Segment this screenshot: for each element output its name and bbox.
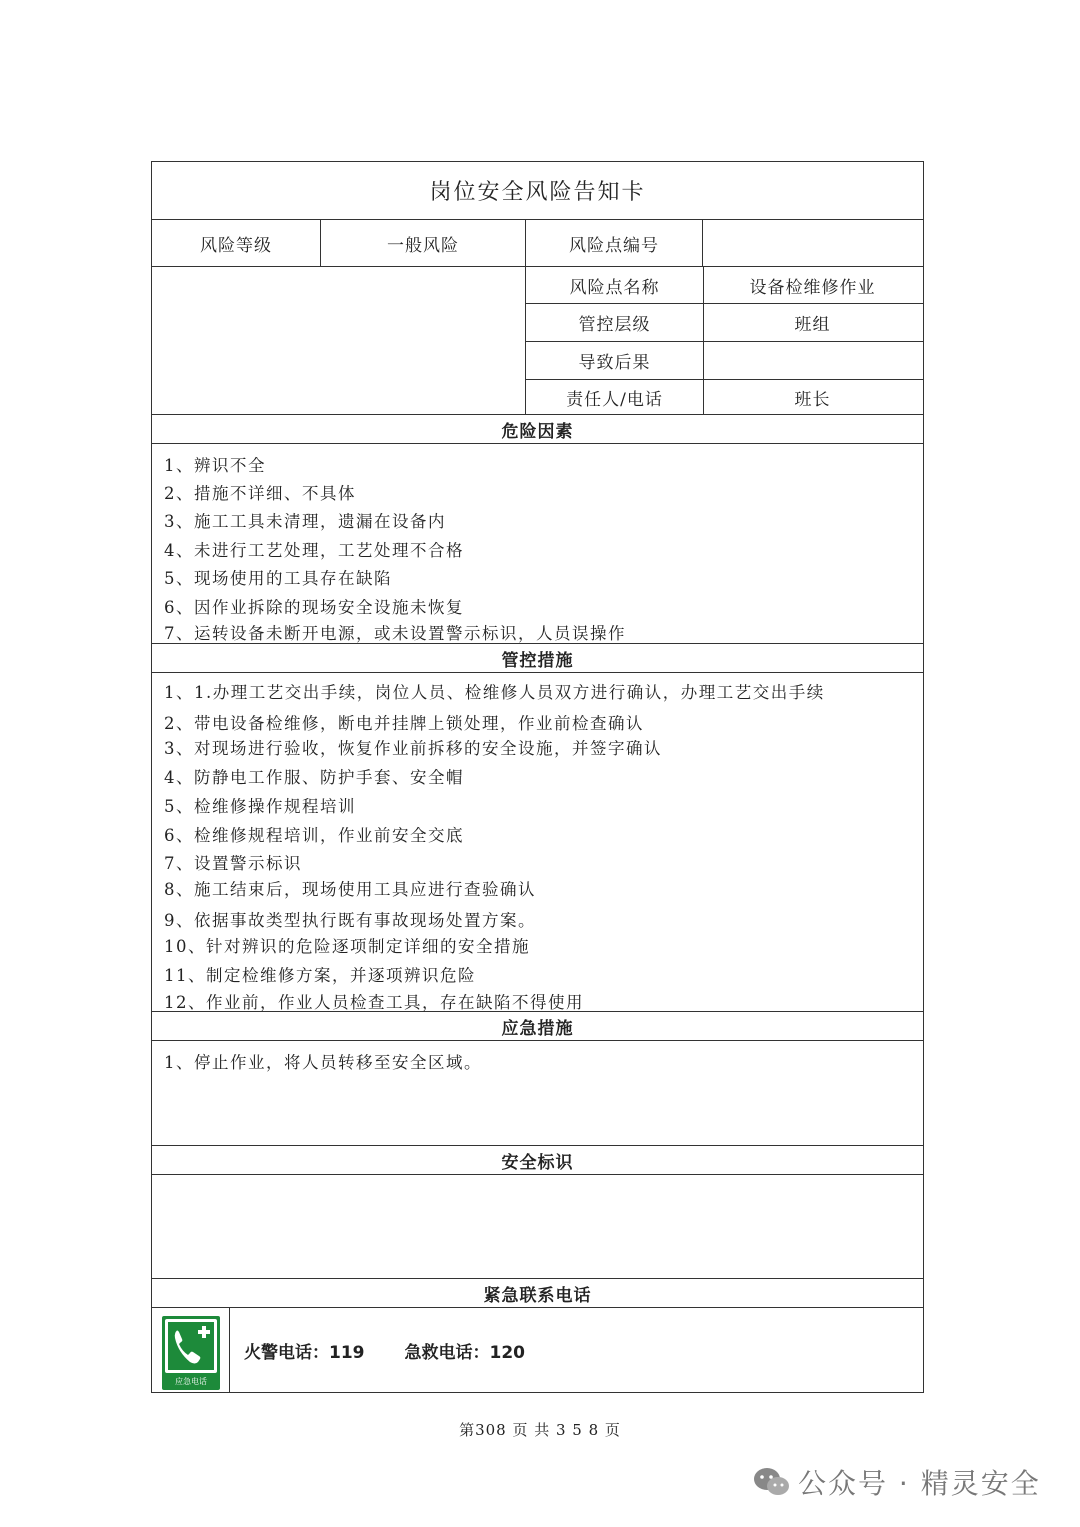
controls-section	[152, 673, 923, 1012]
list-item: 10、针对辨识的危险逐项制定详细的安全措施	[164, 937, 530, 956]
list-item: 11、制定检维修方案，并逐项辨识危险	[164, 966, 476, 985]
watermark-text: 公众号 · 精灵安全	[798, 1467, 1041, 1500]
risk-level-label: 风险等级	[200, 235, 272, 256]
page-number: 第308 页 共 3 5 8 页	[459, 1421, 621, 1439]
phone-numbers	[244, 1308, 565, 1392]
info-row-consequence	[525, 342, 923, 380]
list-item: 12、作业前，作业人员检查工具，存在缺陷不得使用	[164, 993, 584, 1012]
info-value: 班长	[794, 389, 831, 410]
list-item: 4、防静电工作服、防护手套、安全帽	[164, 768, 464, 787]
list-item: 1、辨识不全	[164, 456, 266, 475]
hazards-header	[152, 415, 923, 444]
list-item: 6、因作业拆除的现场安全设施未恢复	[164, 598, 464, 617]
list-item: 4、未进行工艺处理，工艺处理不合格	[164, 541, 464, 560]
info-row-responsible	[525, 380, 923, 414]
list-item: 6、检维修规程培训，作业前安全交底	[164, 826, 464, 845]
list-item: 8、施工结束后，现场使用工具应进行查验确认	[164, 880, 536, 899]
emergency-list	[164, 1041, 923, 1145]
emergency-phone-icon	[162, 1316, 220, 1390]
contact-divider	[229, 1308, 230, 1392]
list-item: 1、停止作业，将人员转移至安全区域。	[164, 1053, 482, 1072]
list-item: 3、对现场进行验收，恢复作业前拆移的安全设施，并签字确认	[164, 739, 662, 758]
contact-title: 紧急联系电话	[483, 1285, 592, 1306]
info-label: 导致后果	[525, 342, 704, 379]
risk-notice-card	[151, 161, 924, 1393]
contact-header	[152, 1279, 923, 1308]
risk-point-no-label: 风险点编号	[525, 220, 702, 266]
wechat-icon	[752, 1466, 790, 1498]
hazards-section	[152, 444, 923, 644]
hazards-list	[164, 444, 923, 643]
hazards-title: 危险因素	[501, 421, 574, 442]
risk-info-grid	[525, 267, 923, 414]
signs-header	[152, 1146, 923, 1175]
card-title: 岗位安全风险告知卡	[429, 180, 646, 205]
emergency-section	[152, 1041, 923, 1146]
info-label: 责任人/电话	[525, 380, 704, 414]
info-label: 风险点名称	[525, 267, 704, 303]
info-row-name	[525, 267, 923, 304]
info-value: 班组	[794, 315, 831, 335]
risk-info-block	[152, 267, 923, 415]
emergency-header	[152, 1012, 923, 1041]
risk-point-no-value	[702, 220, 923, 266]
list-item: 2、带电设备检维修，断电并挂牌上锁处理，作业前检查确认	[164, 714, 644, 733]
risk-level-value: 一般风险	[320, 220, 525, 266]
list-item: 9、依据事故类型执行既有事故现场处置方案。	[164, 911, 536, 930]
card-title-row	[152, 162, 923, 220]
fire-phone: 火警电话：119	[244, 1342, 365, 1363]
signs-section	[152, 1175, 923, 1279]
risk-level-row	[152, 220, 923, 267]
list-item: 3、施工工具未清理，遗漏在设备内	[164, 512, 446, 531]
info-value: 设备检维修作业	[749, 277, 876, 298]
list-item: 7、设置警示标识	[164, 854, 302, 873]
info-value	[702, 342, 923, 379]
signs-title: 安全标识	[501, 1152, 574, 1173]
contact-section	[152, 1308, 923, 1392]
list-item: 5、检维修操作规程培训	[164, 797, 356, 816]
ambulance-phone: 急救电话：120	[404, 1342, 525, 1363]
list-item: 2、措施不详细、不具体	[164, 484, 356, 503]
list-item: 1、1.办理工艺交出手续，岗位人员、检维修人员双方进行确认，办理工艺交出手续	[164, 683, 825, 702]
controls-list	[164, 673, 923, 1011]
watermark	[752, 1462, 1041, 1502]
icon-caption: 应急电话	[175, 1377, 207, 1386]
emergency-title: 应急措施	[501, 1018, 574, 1039]
info-label: 管控层级	[525, 304, 704, 341]
info-row-level	[525, 304, 923, 342]
controls-header	[152, 644, 923, 673]
list-item: 5、现场使用的工具存在缺陷	[164, 569, 392, 588]
list-item: 7、运转设备未断开电源，或未设置警示标识，人员误操作	[164, 624, 626, 643]
controls-title: 管控措施	[501, 650, 574, 671]
